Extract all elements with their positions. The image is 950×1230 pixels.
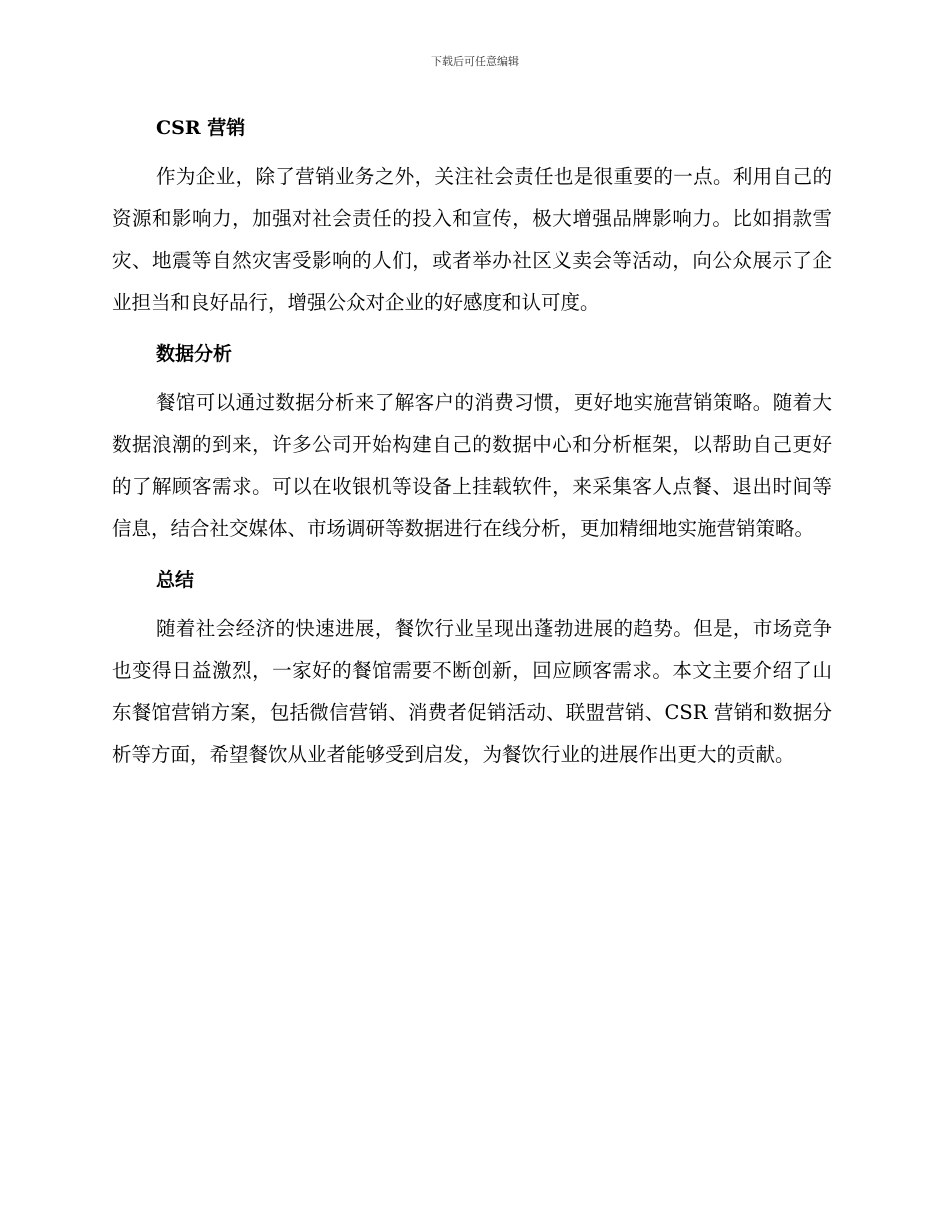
section-heading: 数据分析 xyxy=(156,343,233,365)
section-heading: 总结 xyxy=(156,569,195,591)
section-data-analysis xyxy=(112,336,832,550)
section-summary xyxy=(112,562,832,776)
section-paragraph: 随着社会经济的快速进展，餐饮行业呈现出蓬勃进展的趋势。但是，市场竞争也变得日益激烈，一家好的餐馆需要不断创新，回应顾客需求。本文主要介绍了山东餐馆营销方案，包括微信营销、消费者促销活动、联盟营销、CSR 营销和数据分析等方面，希望餐饮从业者能够受到启发，为餐饮行业的进展作出更大的贡献。 xyxy=(112,617,832,766)
section-paragraph: 餐馆可以通过数据分析来了解客户的消费习惯，更好地实施营销策略。随着大数据浪潮的到来，许多公司开始构建自己的数据中心和分析框架，以帮助自己更好的了解顾客需求。可以在收银机等设备上挂载软件，来采集客人点餐、退出时间等信息，结合社交媒体、市场调研等数据进行在线分析，更加精细地实施营销策略。 xyxy=(112,391,832,540)
page-header-note: 下载后可任意编辑 xyxy=(431,55,519,68)
section-heading: CSR 营销 xyxy=(156,117,246,139)
section-paragraph: 作为企业，除了营销业务之外，关注社会责任也是很重要的一点。利用自己的资源和影响力，加强对社会责任的投入和宣传，极大增强品牌影响力。比如捐款雪灾、地震等自然灾害受影响的人们，或者举办社区义卖会等活动，向公众展示了企业担当和良好品行，增强公众对企业的好感度和认可度。 xyxy=(112,165,832,314)
section-csr-marketing xyxy=(112,110,832,324)
document-body xyxy=(112,110,832,788)
